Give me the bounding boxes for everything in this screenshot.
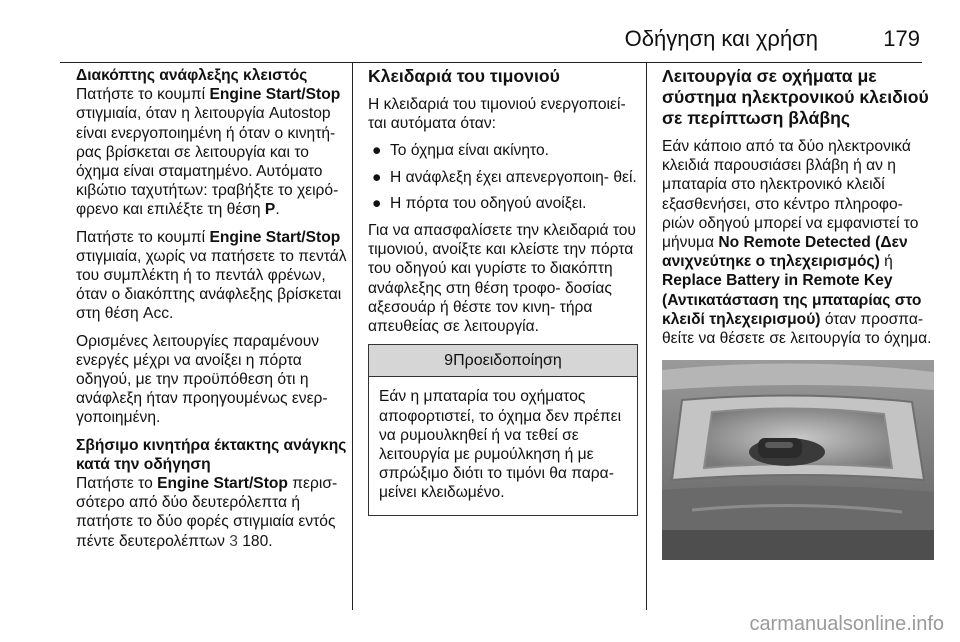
column-divider: [646, 62, 647, 610]
warning-box: [368, 344, 638, 515]
paragraph: Εάν κάποιο από τα δύο ηλεκτρονικά κλειδιά παρουσιάσει βλάβη ή αν η μπαταρία στο ηλεκτρονικό κλειδί εξασθενήσει, στο κέντρο πληροφο‐ ριών οδηγού μπορεί να εμφανιστεί το μήνυμα No Remote Detected (Δεν ανιχνεύτηκε ο τηλεχειρισμός) ή Replace Battery in Remote Key (Αντικατάσταση της μπαταρίας στο κλειδί τηλεχειρισμού) όταν προσπα‐ θείτε να θέσετε σε λειτουργία το όχημα.: [662, 138, 932, 348]
bullet-icon: ●: [372, 194, 382, 212]
column-3: [662, 66, 934, 560]
header-title: Οδήγηση και χρήση: [624, 26, 818, 51]
bullet-list: [368, 141, 638, 213]
page-number: 179: [883, 26, 920, 51]
column-1: [76, 66, 350, 559]
section-heading: Σβήσιμο κινητήρα έκτακτης ανάγκης κατά την οδήγηση: [76, 436, 347, 473]
key-slot-photo: [662, 360, 934, 560]
header-rule: [60, 62, 922, 63]
list-item: ● Η ανάφλεξη έχει απενεργοποιη‐ θεί.: [372, 168, 637, 186]
page-reference-icon: 3: [229, 532, 238, 550]
paragraph: Ορισμένες λειτουργίες παραμένουν ενεργές μέχρι να ανοίξει η πόρτα οδηγού, με την προϋπόθεση ότι η ανάφλεξη ήταν προηγουμένως ενερ‐ γοποιημένη.: [76, 332, 328, 427]
list-item: ● Το όχημα είναι ακίνητο.: [372, 142, 549, 160]
column-2: [368, 66, 638, 516]
section-heading: Κλειδαριά του τιμονιού: [368, 66, 560, 86]
paragraph: Πατήστε το κουμπί Engine Start/Stop στιγμιαία, χωρίς να πατήσετε το πεντάλ του συμπλέκτη ή το πεντάλ φρένων, όταν ο διακόπτης ανάφλεξης βρίσκεται στη θέση Acc.: [76, 228, 347, 323]
console-illustration: [662, 360, 934, 560]
paragraph: Πατήστε το Engine Start/Stop περισ‐ σότερο από δύο δευτερόλεπτα ή πατήστε το δύο φορές στιγμιαία εντός πέντε δευτερολέπτων 3 180.: [76, 475, 338, 550]
list-item: ● Η πόρτα του οδηγού ανοίξει.: [372, 194, 587, 212]
bullet-icon: ●: [372, 142, 382, 160]
warning-header: [369, 345, 637, 377]
warning-title: Προειδοποίηση: [453, 352, 562, 370]
paragraph: Πατήστε το κουμπί Engine Start/Stop στιγμιαία, όταν η λειτουργία Autostop είναι ενεργοποιημένη ή όταν ο κινητή‐ ρας βρίσκεται σε λειτουργία και το όχημα είναι σταματημένο. Αυτόματο κιβώτιο ταχυτήτων: τραβήξτε το χειρό‐ φρενο και επιλέξτε τη θέση P.: [76, 86, 341, 219]
section-heading: Διακόπτης ανάφλεξης κλειστός: [76, 67, 308, 84]
watermark: carmanualsonline.info: [749, 613, 944, 635]
paragraph: Η κλειδαριά του τιμονιού ενεργοποιεί‐ ται αυτόματα όταν:: [368, 96, 626, 133]
paragraph: Για να απασφαλίσετε την κλειδαριά του τιμονιού, ανοίξτε και κλείστε την πόρτα του οδηγού και γυρίστε το διακόπτη ανάφλεξης στη θέση τροφο‐ δοσίας αξεσουάρ ή θέστε τον κινη‐ τήρα απευθείας σε λειτουργία.: [368, 222, 636, 336]
warning-icon: 9: [444, 352, 454, 370]
page-header: [60, 26, 922, 54]
warning-body: Εάν η μπαταρία του οχήματος αποφορτιστεί, το όχημα δεν πρέπει να ρυμουλκηθεί ή να τεθεί σε λειτουργία με ρυμούλκηση ή με σπρώξιμο διότι το τιμόνι θα παρα‐ μείνει κλειδωμένο.: [379, 388, 622, 502]
section-heading: Λειτουργία σε οχήματα με σύστημα ηλεκτρονικού κλειδιού σε περίπτωση βλάβης: [662, 66, 929, 128]
bullet-icon: ●: [372, 168, 382, 186]
column-divider: [352, 62, 353, 610]
